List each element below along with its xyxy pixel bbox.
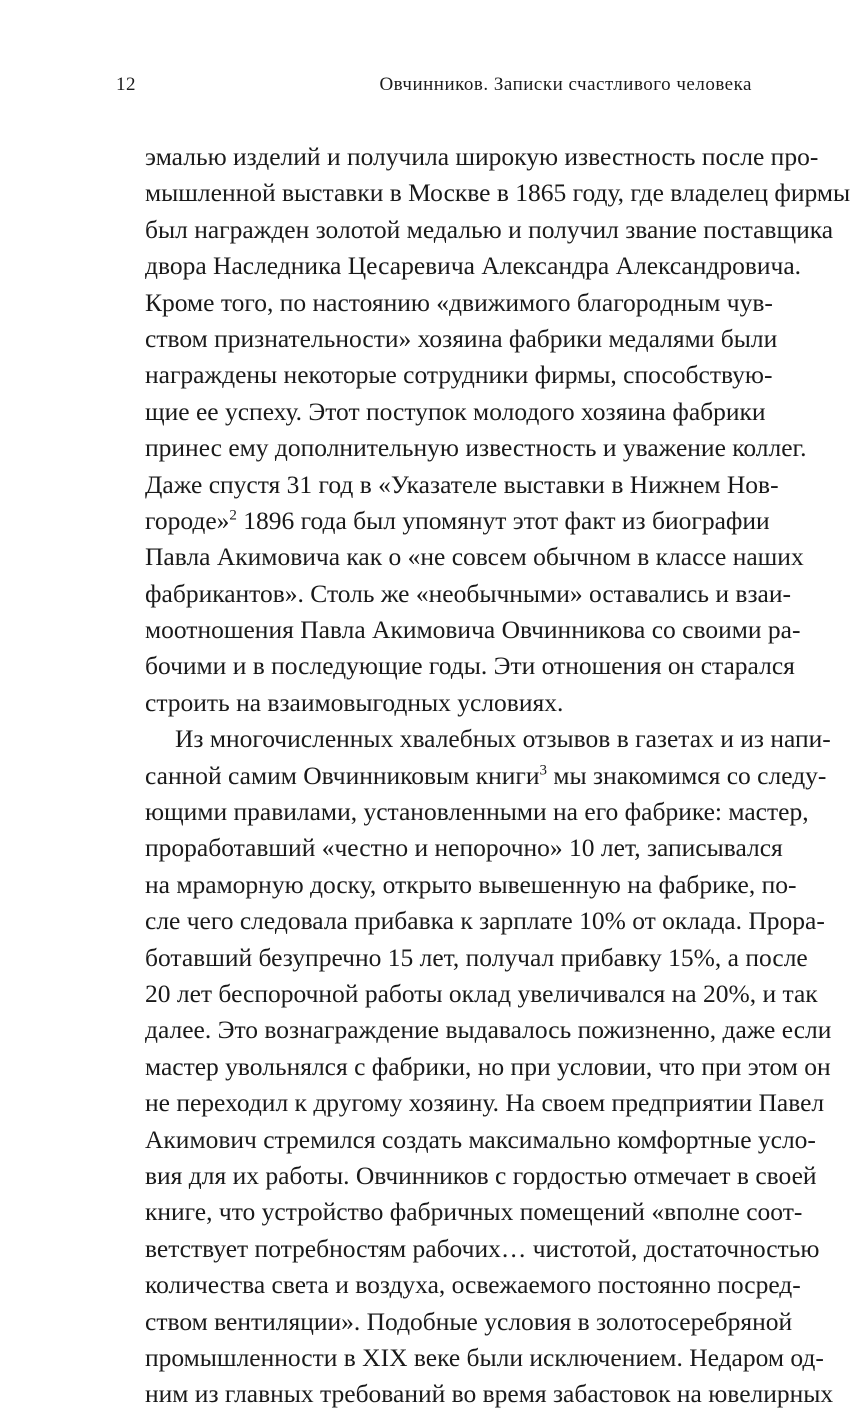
text-line [145,503,770,539]
line-text: книге, что устройство фабричных помещений «вполне соот- [145,1197,803,1227]
text-line [145,394,766,430]
text-line [145,1049,831,1085]
line-text: ветствует потребностям рабочих… чистотой, достаточностью [145,1233,820,1263]
text-line [145,758,827,794]
line-text: награждены некоторые сотрудники фирмы, способствую- [145,360,773,390]
text-line [145,1267,801,1303]
text-line [145,976,818,1012]
text-line [145,1194,803,1230]
text-line [145,212,834,248]
line-text: санной самим Овчинниковым книги [145,760,540,790]
text-line [145,1158,817,1194]
text-line [145,248,802,284]
text-line [145,1231,820,1267]
text-line [145,867,797,903]
line-text: на мраморную доску, открыто вывешенную на фабрике, по- [145,869,797,899]
running-header [116,74,752,104]
line-text: ством признательности» хозяина фабрики медалями были [145,323,778,353]
line-text: далее. Это вознаграждение выдавалось пожизненно, даже если [145,1015,832,1045]
footnote-reference[interactable]: 2 [229,507,237,524]
line-text: Акимович стремился создать максимально комфортные усло- [145,1124,816,1154]
text-line [145,1012,832,1048]
text-line [145,285,773,321]
line-text: Павла Акимовича как о «не совсем обычном в классе наших [145,542,804,572]
line-text: проработавший «честно и непорочно» 10 лет, записывался [145,833,783,863]
text-line [145,175,851,211]
paragraph [145,721,834,1412]
text-line [145,685,752,721]
line-text: промышленности в XIX веке были исключением. Недаром од- [145,1342,824,1372]
line-text: бочими и в последующие годы. Эти отношения он старался [145,651,795,681]
line-text: ством вентиляции». Подобные условия в золотосеребряной [145,1306,793,1336]
footnote-reference[interactable]: 3 [539,762,547,779]
paragraph [145,139,851,721]
line-text: щие ее успеху. Этот поступок молодого хозяина фабрики [145,396,766,426]
text-line [145,794,809,830]
text-line [145,357,773,393]
line-text: Даже спустя 31 год в «Указателе выставки в Нижнем Нов- [145,469,779,499]
text-line [145,139,819,175]
body-text [145,139,851,1413]
line-text: был награжден золотой медалью и получил звание поставщика [145,214,834,244]
line-text: строить на взаимовыгодных условиях. [145,687,564,717]
text-line [145,1340,824,1376]
line-text: принес ему дополнительную известность и уважение коллег. [145,433,807,463]
text-line [145,1122,816,1158]
line-text: Из многочисленных хвалебных отзывов в газетах и из напи- [175,724,831,754]
line-text: двора Наследника Цесаревича Александра Александровича. [145,251,802,281]
text-line [145,539,804,575]
line-text: Кроме того, по настоянию «движимого благородным чув- [145,287,773,317]
line-text: сле чего следовала прибавка к зарплате 10% от оклада. Прора- [145,906,825,936]
text-line [145,321,778,357]
text-line [145,903,825,939]
text-line [145,1304,793,1340]
line-text: ним из главных требований во время забастовок на ювелирных [145,1379,834,1409]
text-line [145,721,831,757]
line-text: 20 лет беспорочной работы оклад увеличивался на 20%, и так [145,978,818,1008]
page-number: 12 [116,74,136,95]
text-line [145,576,791,612]
line-text: моотношения Павла Акимовича Овчинникова со своими ра- [145,615,801,645]
line-text-continued: 1896 года был упомянут этот факт из биографии [236,505,770,535]
text-line [145,467,779,503]
line-text: городе» [145,505,230,535]
line-text: ботавший безупречно 15 лет, получал прибавку 15%, а после [145,942,808,972]
line-text: мастер увольнялся с фабрики, но при условии, что при этом он [145,1051,831,1081]
text-line [145,940,808,976]
line-text-continued: мы знакомимся со следу- [546,760,827,790]
line-text: ющими правилами, установленными на его фабрике: мастер, [145,797,809,827]
text-line [145,612,801,648]
line-text: количества света и воздуха, освежаемого постоянно посред- [145,1270,801,1300]
text-line [145,1085,825,1121]
text-line [145,430,807,466]
line-text: эмалью изделий и получила широкую известность после про- [145,142,819,171]
text-line [145,648,795,684]
line-text: мышленной выставки в Москве в 1865 году, где владелец фирмы [145,178,851,208]
line-text: не переходил к другому хозяину. На своем предприятии Павел [145,1088,825,1118]
line-text: фабрикантов». Столь же «необычными» оставались и взаи- [145,578,791,608]
text-line [145,1376,834,1412]
running-title: Овчинников. Записки счастливого человека [379,74,752,95]
text-line [145,830,783,866]
line-text: вия для их работы. Овчинников с гордостью отмечает в своей [145,1160,817,1190]
